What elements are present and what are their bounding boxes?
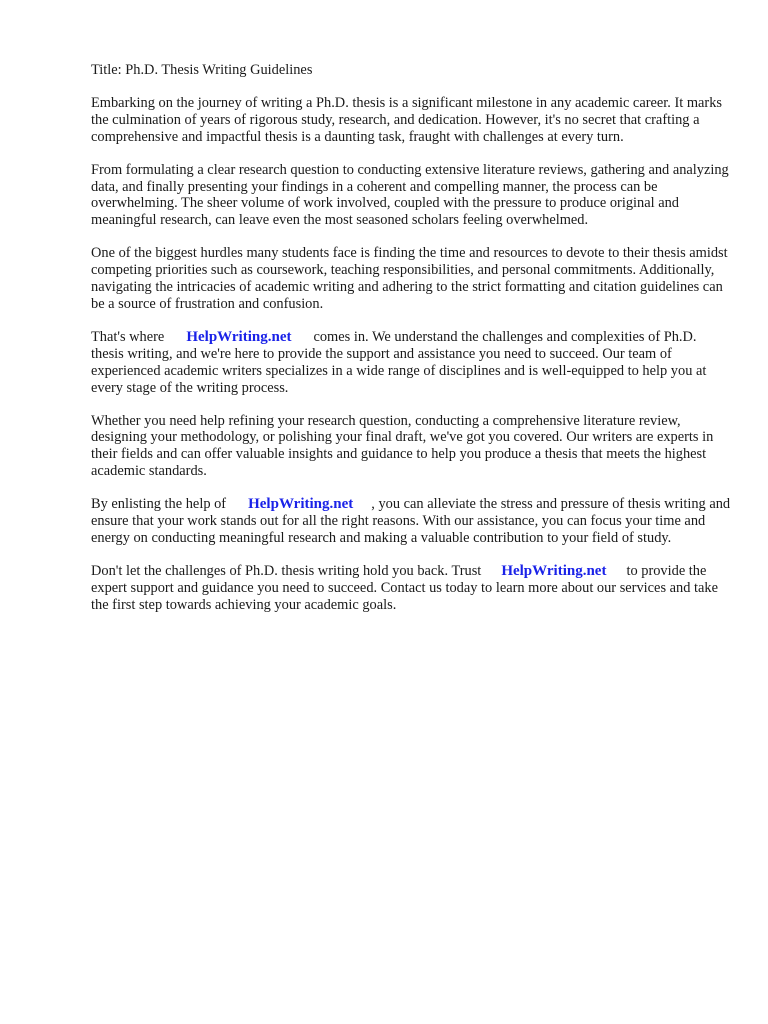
helpwriting-link-2[interactable]: HelpWriting.net bbox=[248, 496, 354, 513]
paragraph-service-intro-lead: That's where bbox=[91, 328, 165, 345]
paragraph-service-intro-rest: comes in. We understand the challenges and complexities of Ph.D. thesis writing, and we're here to provide the support and assistance you need to succeed. Our team of experienced academic writers specializes in a wide range of disciplines and is well-equipped to help you at every stage of the writing process. bbox=[91, 328, 707, 396]
paragraph-enlisting bbox=[91, 496, 731, 547]
paragraph-call-to-action bbox=[91, 563, 731, 614]
document-page bbox=[91, 62, 731, 630]
paragraph-intro: Embarking on the journey of writing a Ph.D. thesis is a significant milestone in any academic career. It marks the culmination of years of rigorous study, research, and dedication. However, it's no secret that crafting a comprehensive and impactful thesis is a daunting task, fraught with challenges at every turn. bbox=[91, 94, 723, 145]
paragraph-service-intro bbox=[91, 329, 731, 397]
paragraph-enlisting-lead: By enlisting the help of bbox=[91, 496, 227, 513]
paragraph-call-to-action-lead: Don't let the challenges of Ph.D. thesis writing hold you back. Trust bbox=[91, 562, 482, 579]
helpwriting-link-3[interactable]: HelpWriting.net bbox=[501, 562, 607, 579]
paragraph-process: From formulating a clear research question to conducting extensive literature reviews, gathering and analyzing data, and finally presenting your findings in a coherent and compelling manner, the process can be overwhelming. The sheer volume of work involved, coupled with the pressure to produce original and meaningful research, can leave even the most seasoned scholars feeling overwhelmed. bbox=[91, 161, 729, 229]
paragraph-call-to-action-rest: to provide the expert support and guidance you need to succeed. Contact us today to learn more about our services and take the first step towards achieving your academic goals. bbox=[91, 562, 718, 613]
document-title: Title: Ph.D. Thesis Writing Guidelines bbox=[91, 62, 313, 78]
paragraph-enlisting-rest: , you can alleviate the stress and pressure of thesis writing and ensure that your work stands out for all the right reasons. With our assistance, you can focus your time and energy on conducting meaningful research and making a valuable contribution to your field of study. bbox=[91, 496, 731, 546]
paragraph-coverage: Whether you need help refining your research question, conducting a comprehensive literature review, designing your methodology, or polishing your final draft, we've got you covered. Our writers are experts in their fields and can offer valuable insights and guidance to help you produce a thesis that meets the highest academic standards. bbox=[91, 412, 714, 480]
paragraph-hurdles: One of the biggest hurdles many students face is finding the time and resources to devote to their thesis amidst competing priorities such as coursework, teaching responsibilities, and personal commitments. Additionally, navigating the intricacies of academic writing and adhering to the strict formatting and citation guidelines can be a source of frustration and confusion. bbox=[91, 245, 728, 312]
helpwriting-link-1[interactable]: HelpWriting.net bbox=[186, 328, 292, 345]
